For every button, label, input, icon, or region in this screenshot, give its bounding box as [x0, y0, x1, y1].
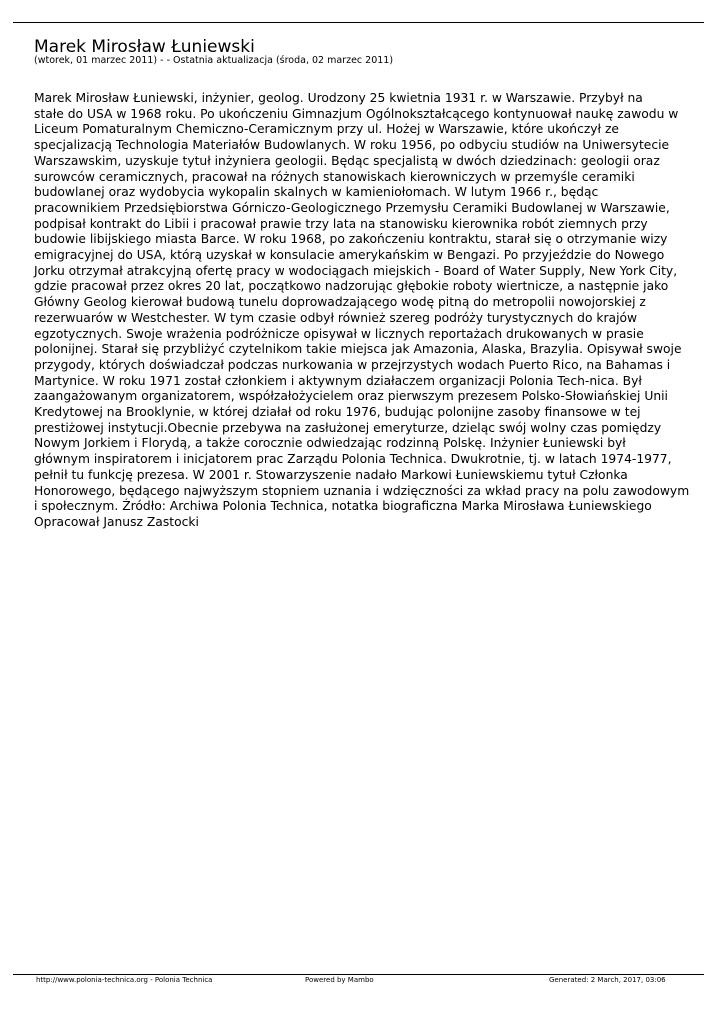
article-dates: (wtorek, 01 marzec 2011) - - Ostatnia aktualizacja (środa, 02 marzec 2011) — [34, 55, 394, 66]
footer-site-url: http://www.polonia-technica.org - Polonia Technica — [36, 976, 213, 984]
footer-generated-date: Generated: 2 March, 2017, 03:06 — [549, 976, 666, 984]
header-divider — [13, 22, 704, 23]
article-body: Marek Mirosław Łuniewski, inżynier, geolog. Urodzony 25 kwietnia 1931 r. w Warszawie. Przybył na stałe do USA w 1968 roku. Po ukończeniu Gimnazjum Ogólnokształcącego kontynuował naukę zawodu w Liceum Pomaturalnym Chemiczno-Ceramicznym przy ul. Hożej w Warszawie, które ukończył ze specjalizacją Technologia Materiałów Budowlanych. W roku 1956, po odbyciu studiów na Uniwersytecie Warszawskim, uzyskuje tytuł inżyniera geologii. Będąc specjalistą w dwóch dziedzinach: geologii oraz surowców ceramicznych, pracował na różnych stanowiskach kierowniczych w przemyśle ceramiki budowlanej oraz wydobycia wykopalin skalnych w kamieniołomach. W lutym 1966 r., będąc pracownikiem Przedsiębiorstwa Górniczo-Geologicznego Przemysłu Ceramiki Budowlanej w Warszawie, podpisał kontrakt do Libii i pracował prawie trzy lata na stanowisku kierownika robót ziemnych przy budowie libijskiego miasta Barce. W roku 1968, po zakończeniu kontraktu, starał się o otrzymanie wizy emigracyjnej do USA, którą uzyskał w konsulacie amerykańskim w Bengazi. Po przyjeździe do Nowego Jorku otrzymał atrakcyjną ofertę pracy w wodociągach miejskich - Board of Water Supply, New York City, gdzie pracował przez okres 20 lat, początkowo nadzorując głębokie roboty wiertnicze, a następnie jako Główny Geolog kierował budową tunelu doprowadzającego wodę pitną do metropolii nowojorskiej z rezerwuarów w Westchester. W tym czasie odbył również szereg podróży turystycznych do krajów egzotycznych. Swoje wrażenia podróżnicze opisywał w licznych reportażach drukowanych w prasie polonijnej. Starał się przybliżyć czytelnikom takie miejsca jak Amazonia, Alaska, Brazylia. Opisywał swoje przygody, których doświadczał podczas nurkowania w przejrzystych wodach Puerto Rico, na Bahamas i Martynice. W roku 1971 został członkiem i aktywnym działaczem organizacji Polonia Tech-nica. Był zaangażowanym organizatorem, współzałożycielem oraz pierwszym prezesem Polsko-Słowiańskiej Unii Kredytowej na Brooklynie, w której działał od roku 1976, budując polonijne zasoby finansowe w tej prestiżowej instytucji.Obecnie przebywa na zasłużonej emeryturze, dzieląc swój wolny czas pomiędzy Nowym Jorkiem i Florydą, a także corocznie odwiedzając rodzinną Polskę. Inżynier Łuniewski był głównym inspiratorem i inicjatorem prac Zarządu Polonia Technica. Dwukrotnie, tj. w latach 1974-1977, pełnił tu funkcję prezesa. W 2001 r. Stowarzyszenie nadało Markowi Łuniewskiemu tytuł Członka Honorowego, będącego najwyższym stopniem uznania i wdzięczności za wkład pracy na polu zawodowym i społecznym. Źródło: Archiwa Polonia Technica, notatka biograficzna Marka Mirosława Łuniewskiego Opracował Janusz Zastocki — [34, 91, 690, 529]
article-title: Marek Mirosław Łuniewski — [34, 37, 255, 57]
footer-powered-by: Powered by Mambo — [305, 976, 374, 984]
footer-divider — [13, 974, 704, 975]
